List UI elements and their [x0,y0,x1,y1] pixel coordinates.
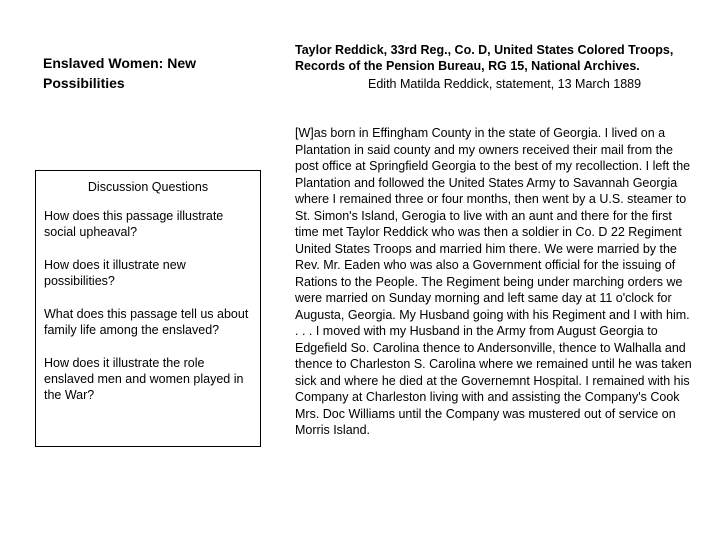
discussion-question-4: How does it illustrate the role enslaved men and women played in the War? [44,356,244,402]
discussion-questions-heading: Discussion Questions [87,180,209,194]
source-header [295,42,715,92]
discussion-question-2: How does it illustrate new possibilities? [44,258,186,288]
discussion-question-1: How does this passage illustrate social upheaval? [44,209,224,239]
source-citation: Taylor Reddick, 33rd Reg., Co. D, United States Colored Troops, Records of the Pension Bureau, RG 15, National Archives. [295,43,674,73]
discussion-questions-box [35,170,261,447]
slide-title: Enslaved Women: New Possibilities [43,55,197,91]
discussion-question-3: What does this passage tell us about family life among the enslaved? [44,307,249,337]
source-statement-line: Edith Matilda Reddick, statement, 13 March 1889 [368,77,642,91]
source-body-text: [W]as born in Effingham County in the state of Georgia. I lived on a Plantation in said county and my owners received their mail from the post office at Springfield Georgia to the best of my recollection. I left the Plantation and followed the United States Army to Savannah Georgia where I remained three or four months, then went by a U.S. steamer to St. Simon's Island, Gerogia to live with an aunt and there for the first time met Taylor Reddick who was then a soldier in Co. D 22 Regiment United States Troops and married him there. We were married by the Rev. Mr. Eaden who was also a Government official for the issuing of Rations to the People. The Regiment being under marching orders we were married on Sunday morning and left same day at 11 o'clock for Augusta, Georgia. My Husband going with his Regiment and I with him. . . . I moved with my Husband in the Army from August Georgia to Edgefield So. Carolina thence to Andersonville, thence to Walhalla and thence to Charleston S. Carolina where we remained until he was taken sick and where he died at the Governemnt Hospital. I remained with his Company at Charleston living with and assisting the Company's Cook Mrs. Doc Williams until the Company was mustered out of service on Morris Island. [295,126,692,437]
